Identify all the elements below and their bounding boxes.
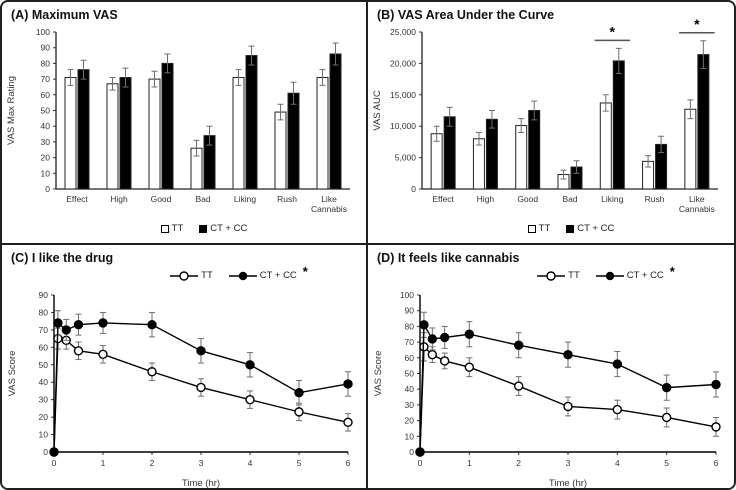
bar <box>685 109 696 189</box>
data-point-marker <box>197 347 205 355</box>
svg-text:40: 40 <box>404 384 414 395</box>
data-point-marker <box>75 347 83 355</box>
svg-text:1: 1 <box>466 458 472 468</box>
svg-text:10: 10 <box>404 431 414 442</box>
svg-text:80: 80 <box>40 58 50 69</box>
svg-text:40: 40 <box>40 121 50 132</box>
y-axis-label: VAS Score <box>373 350 384 397</box>
category-label: Effect <box>66 194 88 204</box>
data-point-marker <box>564 351 572 359</box>
x-axis-label: Time (hr) <box>548 478 588 489</box>
data-point-marker <box>148 321 156 329</box>
tt-open-circle-marker-icon <box>537 271 565 281</box>
y-axis-label: VAS Score <box>7 350 18 397</box>
y-axis-label: VAS Max Rating <box>6 76 17 145</box>
svg-text:50: 50 <box>40 105 50 116</box>
ctcc-filled-square-icon <box>199 225 207 233</box>
data-point-marker <box>295 389 303 397</box>
category-label: Bad <box>562 194 578 204</box>
data-point-marker <box>441 333 449 341</box>
svg-text:25,000: 25,000 <box>390 27 416 37</box>
tt-open-circle-marker-icon <box>170 271 198 281</box>
data-point-marker <box>712 423 720 431</box>
legend-label-tt: TT <box>201 270 213 281</box>
legend-item-tt <box>528 223 551 234</box>
svg-text:6: 6 <box>345 458 351 468</box>
bar <box>486 119 497 189</box>
category-label: Liking <box>233 194 257 204</box>
bar <box>613 61 624 189</box>
panel-d-legend <box>368 265 734 283</box>
data-point-marker <box>441 357 449 365</box>
legend-label-tt: TT <box>538 223 551 234</box>
tt-open-square-icon <box>161 225 169 233</box>
bar <box>698 55 709 189</box>
data-point-marker <box>99 350 107 358</box>
bar <box>444 117 455 189</box>
bar <box>275 112 286 189</box>
ctcc-filled-circle-marker-icon <box>596 271 624 281</box>
panel-b <box>368 2 734 245</box>
category-label: Like <box>321 194 337 204</box>
y-axis-label: VAS AUC <box>372 90 383 131</box>
svg-text:20,000: 20,000 <box>390 58 416 69</box>
bar <box>473 139 484 189</box>
svg-text:100: 100 <box>35 27 50 37</box>
svg-text:5,000: 5,000 <box>394 152 416 163</box>
bar <box>65 78 76 189</box>
svg-text:90: 90 <box>404 305 414 316</box>
data-point-marker <box>246 361 254 369</box>
data-point-marker <box>416 448 424 456</box>
data-point-marker <box>197 383 205 391</box>
category-label: Cannabis <box>311 204 347 214</box>
category-label: Rush <box>644 194 665 204</box>
svg-text:20: 20 <box>38 412 48 423</box>
data-point-marker <box>428 351 436 359</box>
svg-text:0: 0 <box>409 447 414 457</box>
bar <box>529 111 540 190</box>
panel-b-title: (B) VAS Area Under the Curve <box>377 8 555 22</box>
svg-text:10,000: 10,000 <box>390 121 416 132</box>
svg-text:30: 30 <box>404 399 414 410</box>
svg-text:6: 6 <box>713 458 719 468</box>
svg-text:50: 50 <box>38 359 48 370</box>
data-point-marker <box>663 413 671 421</box>
svg-text:5: 5 <box>296 458 302 468</box>
svg-text:1: 1 <box>100 458 106 468</box>
data-point-marker <box>564 402 572 410</box>
svg-text:3: 3 <box>198 458 204 468</box>
panel-d-line-chart <box>368 283 734 488</box>
bar <box>288 93 299 189</box>
category-label: High <box>110 194 128 204</box>
data-point-marker <box>663 384 671 392</box>
bar <box>431 134 442 189</box>
bar-chart-svg <box>2 22 366 223</box>
panel-a-legend <box>2 223 366 243</box>
panel-c-legend <box>2 265 366 283</box>
bar <box>233 78 244 189</box>
ctcc-filled-square-icon <box>566 225 574 233</box>
data-point-marker <box>50 448 58 456</box>
data-point-marker <box>420 321 428 329</box>
panel-a-title: (A) Maximum VAS <box>11 8 118 22</box>
category-label: Good <box>150 194 172 204</box>
panel-b-legend <box>368 223 734 243</box>
bar <box>120 78 131 189</box>
bar <box>78 70 89 189</box>
bar <box>600 103 611 189</box>
svg-text:40: 40 <box>38 377 48 388</box>
data-point-marker <box>515 341 523 349</box>
panel-c <box>2 245 368 488</box>
svg-text:0: 0 <box>411 184 416 194</box>
legend-item-tt <box>170 270 213 281</box>
legend-item-ctcc <box>596 264 675 283</box>
svg-text:50: 50 <box>404 368 414 379</box>
data-point-marker <box>613 360 621 368</box>
svg-text:0: 0 <box>51 458 57 468</box>
bar <box>246 56 257 189</box>
svg-text:70: 70 <box>38 324 48 335</box>
data-point-marker <box>75 321 83 329</box>
bar <box>107 84 118 189</box>
svg-text:60: 60 <box>404 352 414 363</box>
ctcc-filled-circle-marker-icon <box>229 271 257 281</box>
data-point-marker <box>613 406 621 414</box>
data-point-marker <box>295 408 303 416</box>
legend-item-ctcc <box>229 264 308 283</box>
significance-asterisk: * <box>694 15 700 32</box>
svg-text:90: 90 <box>40 42 50 53</box>
legend-label-tt: TT <box>568 270 580 281</box>
svg-text:70: 70 <box>40 74 50 85</box>
legend-label-ctcc: CT + CC <box>577 223 615 234</box>
data-point-marker <box>712 380 720 388</box>
data-point-marker <box>54 319 62 327</box>
bar <box>149 79 160 189</box>
svg-text:4: 4 <box>614 458 620 468</box>
svg-text:2: 2 <box>149 458 155 468</box>
svg-text:70: 70 <box>404 337 414 348</box>
svg-text:100: 100 <box>399 290 414 300</box>
svg-text:5: 5 <box>664 458 670 468</box>
svg-text:10: 10 <box>38 429 48 440</box>
data-point-marker <box>99 319 107 327</box>
legend-label-ctcc: CT + CC <box>626 270 664 281</box>
category-label: Good <box>517 194 539 204</box>
svg-text:3: 3 <box>565 458 571 468</box>
bar <box>317 78 328 189</box>
category-label: Bad <box>195 194 211 204</box>
tt-open-square-icon <box>528 225 536 233</box>
data-point-marker <box>428 335 436 343</box>
significance-asterisk: * <box>609 23 616 40</box>
panel-c-line-chart <box>2 283 366 488</box>
panel-c-title: (C) I like the drug <box>11 251 114 265</box>
panel-a-bar-chart <box>2 22 366 223</box>
significance-asterisk: * <box>669 264 675 279</box>
svg-text:30: 30 <box>40 136 50 147</box>
svg-text:60: 60 <box>40 89 50 100</box>
svg-text:0: 0 <box>45 184 50 194</box>
svg-text:4: 4 <box>247 458 253 468</box>
svg-text:0: 0 <box>417 458 423 468</box>
legend-item-ctcc <box>566 223 614 234</box>
panel-d-title: (D) It feels like cannabis <box>377 251 520 265</box>
line-chart-svg <box>2 283 366 488</box>
category-label: High <box>476 194 495 204</box>
data-point-marker <box>62 326 70 334</box>
legend-label-ctcc: CT + CC <box>210 223 248 234</box>
bar <box>330 54 341 189</box>
data-point-marker <box>465 330 473 338</box>
svg-text:80: 80 <box>38 307 48 318</box>
data-point-marker <box>344 380 352 388</box>
legend-label-ctcc: CT + CC <box>259 270 297 281</box>
legend-item-tt <box>537 270 580 281</box>
svg-text:10: 10 <box>40 168 50 179</box>
legend-item-ctcc <box>199 223 247 234</box>
data-point-marker <box>148 368 156 376</box>
category-label: Like <box>689 194 705 204</box>
panel-d <box>368 245 734 488</box>
panel-a <box>2 2 368 245</box>
line-chart-svg <box>368 283 734 488</box>
svg-text:20: 20 <box>40 152 50 163</box>
svg-text:60: 60 <box>38 342 48 353</box>
category-label: Rush <box>277 194 297 204</box>
svg-text:20: 20 <box>404 415 414 426</box>
bar <box>162 63 173 189</box>
svg-text:30: 30 <box>38 394 48 405</box>
data-point-marker <box>465 363 473 371</box>
data-point-marker <box>246 396 254 404</box>
data-point-marker <box>515 382 523 390</box>
svg-text:0: 0 <box>43 447 48 457</box>
legend-label-tt: TT <box>171 223 184 234</box>
svg-text:15,000: 15,000 <box>390 89 416 100</box>
svg-text:2: 2 <box>516 458 522 468</box>
svg-text:90: 90 <box>38 290 48 300</box>
data-point-marker <box>344 418 352 426</box>
legend-item-tt <box>161 223 184 234</box>
category-label: Liking <box>601 194 624 204</box>
category-label: Cannabis <box>678 204 715 214</box>
x-axis-label: Time (hr) <box>181 478 221 489</box>
bar <box>516 126 527 189</box>
category-label: Effect <box>432 194 454 204</box>
significance-asterisk: * <box>302 264 308 279</box>
svg-text:80: 80 <box>404 321 414 332</box>
